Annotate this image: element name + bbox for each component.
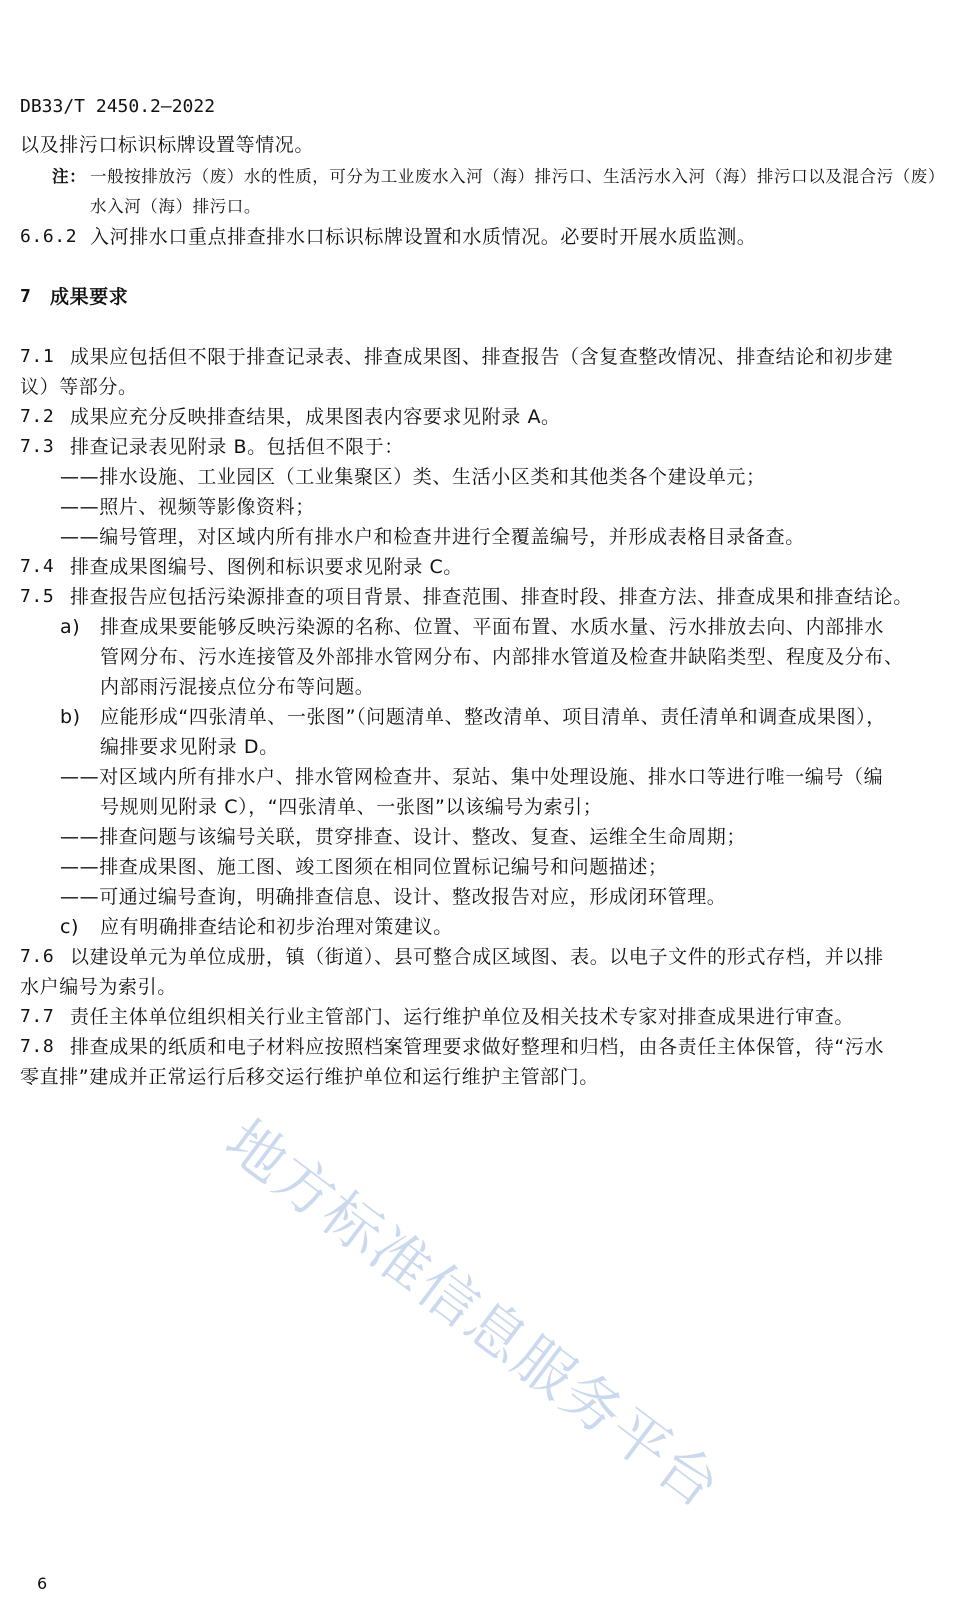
clause-text: 成果应包括但不限于排查记录表、排查成果图、排查报告（含复查整改情况、排查结论和初步建 (70, 346, 894, 368)
dash-item: ——照片、视频等影像资料； (60, 496, 315, 518)
list-label: a) (60, 616, 81, 638)
clause-text: 成果应充分反映排查结果，成果图表内容要求见附录 A。 (70, 406, 561, 428)
document-code: DB33/T 2450.2—2022 (20, 96, 216, 117)
clause-number: 6.6.2 (20, 226, 78, 247)
dash-item: ——排查成果图、施工图、竣工图须在相同位置标记编号和问题描述； (60, 856, 668, 878)
clause-text: 以建设单元为单位成册，镇（街道）、县可整合成区域图、表。以电子文件的形式存档，并以排 (70, 946, 884, 968)
page-number: 6 (37, 1574, 48, 1593)
list-label: b) (60, 706, 81, 728)
clause-number: 7.5 (20, 586, 55, 607)
clause-text: 责任主体单位组织相关行业主管部门、运行维护单位及相关技术专家对排查成果进行审查。 (70, 1006, 855, 1028)
clause-number: 7.4 (20, 556, 55, 577)
paragraph-line: 以及排污口标识标牌设置等情况。 (20, 134, 315, 156)
list-item: 管网分布、污水连接管及外部排水管网分布、内部排水管道及检查井缺陷类型、程度及分布、 (100, 646, 904, 668)
section-number: 7 (20, 286, 32, 307)
clause-number: 7.8 (20, 1036, 55, 1057)
clause-text: 零直排”建成并正常运行后移交运行维护单位和运行维护主管部门。 (20, 1066, 599, 1088)
list-label: c) (60, 916, 80, 938)
dash-item: ——可通过编号查询，明确排查信息、设计、整改报告对应，形成闭环管理。 (60, 886, 727, 908)
list-item: 应能形成“四张清单、一张图”（问题清单、整改清单、项目清单、责任清单和调查成果图）， (100, 706, 886, 728)
dash-item: ——编号管理，对区域内所有排水户和检查井进行全覆盖编号，并形成表格目录备查。 (60, 526, 805, 548)
dash-item: 号规则见附录 C），“四张清单、一张图”以该编号为索引； (100, 796, 603, 818)
dash-item: ——排查问题与该编号关联，贯穿排查、设计、整改、复查、运维全生命周期； (60, 826, 747, 848)
clause-text: 排查记录表见附录 B。包括但不限于： (70, 436, 404, 458)
clause-text: 议）等部分。 (20, 376, 138, 398)
watermark: 地方标准信息服务平台 (213, 1106, 734, 1522)
note-label: 注： (52, 167, 87, 186)
section-title: 成果要求 (50, 286, 129, 308)
list-item: 排查成果要能够反映污染源的名称、位置、平面布置、水质水量、污水排放去向、内部排水 (100, 616, 885, 638)
list-item: 编排要求见附录 D。 (100, 736, 279, 758)
list-item: 应有明确排查结论和初步治理对策建议。 (100, 916, 453, 938)
clause-number: 7.3 (20, 436, 55, 457)
clause-number: 7.6 (20, 946, 55, 967)
clause-text: 水户编号为索引。 (20, 976, 177, 998)
list-item: 内部雨污混接点位分布等问题。 (100, 676, 375, 698)
clause-number: 7.2 (20, 406, 55, 427)
note-line: 一般按排放污（废）水的性质，可分为工业废水入河（海）排污口、生活污水入河（海）排污口以及混合污（废） (90, 167, 945, 186)
clause-text: 入河排水口重点排查排水口标识标牌设置和水质情况。必要时开展水质监测。 (90, 226, 757, 248)
dash-item: ——排水设施、工业园区（工业集聚区）类、生活小区类和其他类各个建设单元； (60, 466, 766, 488)
clause-text: 排查成果的纸质和电子材料应按照档案管理要求做好整理和归档，由各责任主体保管，待“污水 (70, 1036, 885, 1058)
dash-item: ——对区域内所有排水户、排水管网检查井、泵站、集中处理设施、排水口等进行唯一编号（编 (60, 766, 884, 788)
clause-number: 7.1 (20, 346, 55, 367)
clause-text: 排查成果图编号、图例和标识要求见附录 C。 (70, 556, 463, 578)
note-line: 水入河（海）排污口。 (90, 197, 261, 216)
clause-number: 7.7 (20, 1006, 55, 1027)
clause-text: 排查报告应包括污染源排查的项目背景、排查范围、排查时段、排查方法、排查成果和排查结论。 (70, 586, 913, 608)
